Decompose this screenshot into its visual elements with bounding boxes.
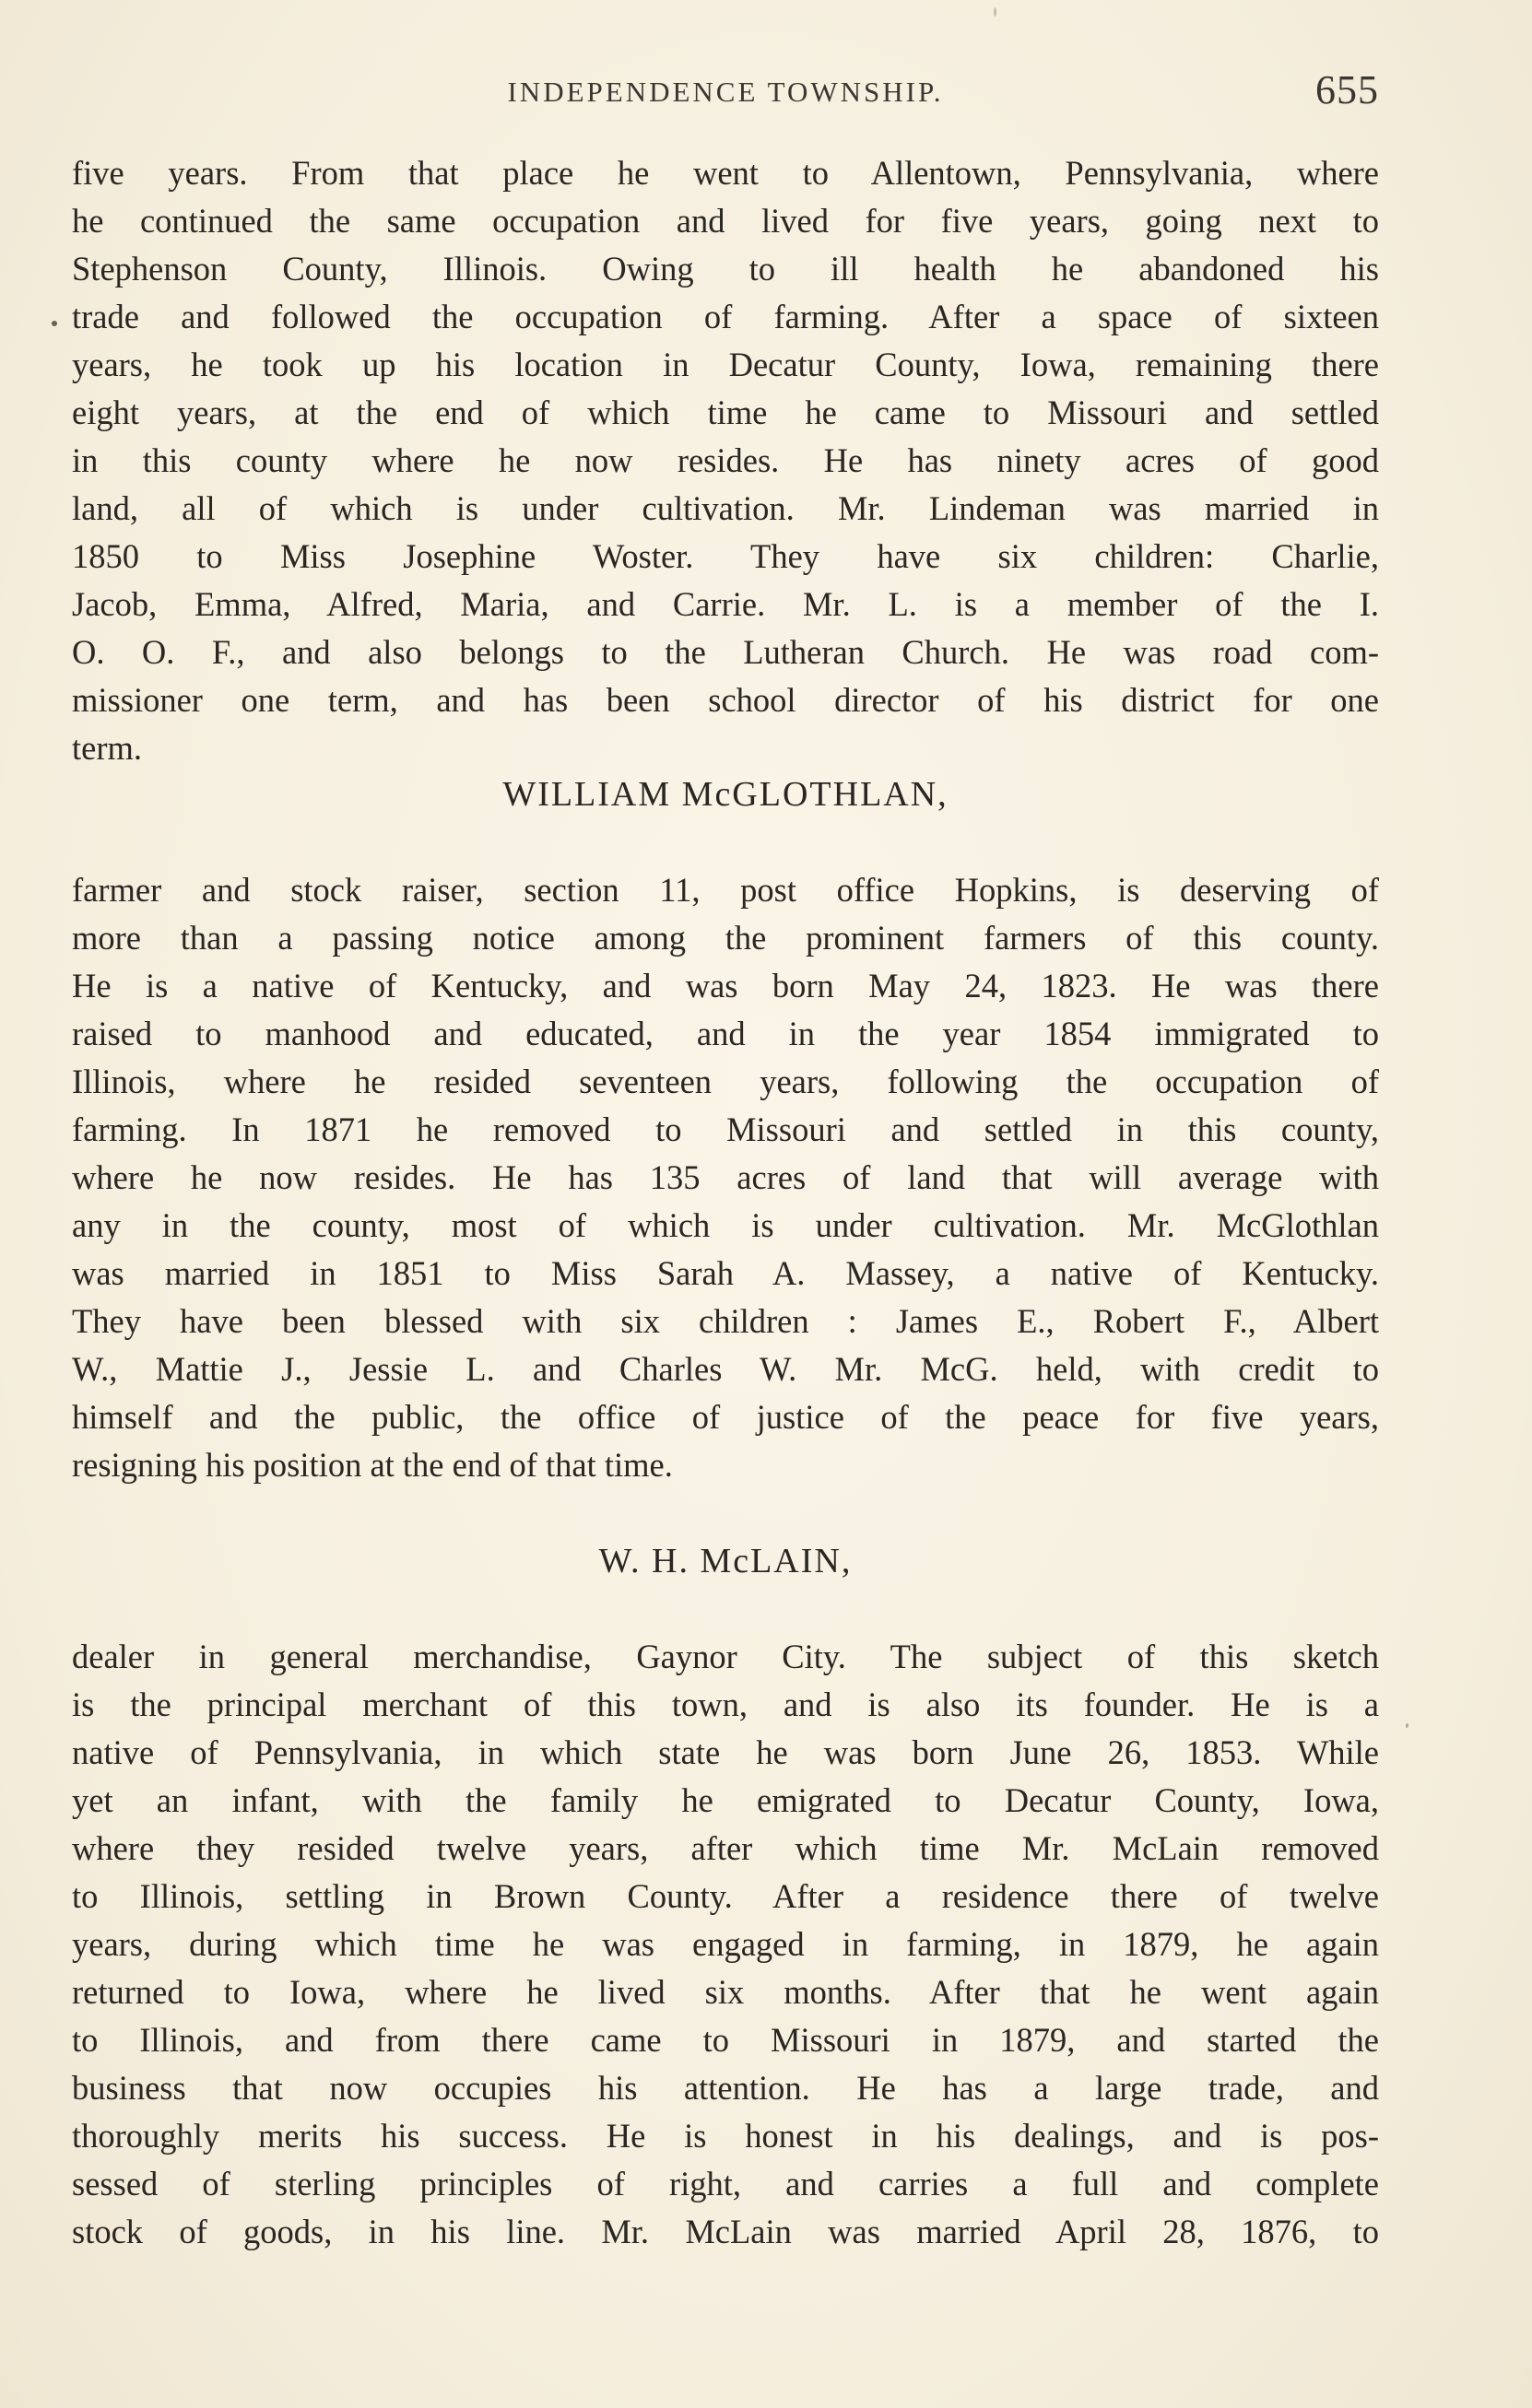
- paragraph-mclain: [72, 1633, 1379, 2256]
- text-line: O. O. F., and also belongs to the Lutheran Church. He was road com-: [72, 633, 1379, 671]
- text-line: to Illinois, settling in Brown County. After a residence there of twelve: [72, 1877, 1379, 1915]
- ink-speck: [1406, 1723, 1408, 1728]
- section-heading-mclain: W. H. McLAIN,: [598, 1542, 853, 1580]
- text-line: They have been blessed with six children : James E., Robert F., Albert: [72, 1302, 1379, 1340]
- text-line: eight years, at the end of which time he came to Missouri and settled: [72, 394, 1379, 431]
- paragraph-mcglothlan: [72, 866, 1379, 1489]
- text-line: farmer and stock raiser, section 11, post office Hopkins, is deserving of: [72, 871, 1379, 909]
- text-line: Illinois, where he resided seventeen years, following the occupation of: [72, 1063, 1379, 1100]
- text-line: returned to Iowa, where he lived six months. After that he went again: [72, 1973, 1379, 2011]
- text-line: Jacob, Emma, Alfred, Maria, and Carrie. Mr. L. is a member of the I.: [72, 585, 1379, 623]
- text-line: W., Mattie J., Jessie L. and Charles W. Mr. McG. held, with credit to: [72, 1350, 1379, 1388]
- text-line: Stephenson County, Illinois. Owing to ill health he abandoned his: [72, 250, 1379, 288]
- text-line: term.: [72, 729, 143, 767]
- text-line: farming. In 1871 he removed to Missouri and settled in this county,: [72, 1110, 1379, 1148]
- text-line: stock of goods, in his line. Mr. McLain was married April 28, 1876, to: [72, 2213, 1379, 2250]
- text-line: five years. From that place he went to Allentown, Pennsylvania, where: [72, 154, 1379, 192]
- text-line: was married in 1851 to Miss Sarah A. Massey, a native of Kentucky.: [72, 1254, 1379, 1292]
- running-title: INDEPENDENCE TOWNSHIP.: [507, 76, 944, 108]
- text-line: thoroughly merits his success. He is honest in his dealings, and is pos-: [72, 2117, 1379, 2155]
- text-line: yet an infant, with the family he emigrated to Decatur County, Iowa,: [72, 1781, 1379, 1819]
- page-number: 655: [1315, 67, 1379, 112]
- text-line: business that now occupies his attention. He has a large trade, and: [72, 2069, 1379, 2107]
- section-heading-mcglothlan: WILLIAM McGLOTHLAN,: [502, 775, 949, 814]
- ink-speck: [994, 7, 996, 17]
- text-line: himself and the public, the office of justice of the peace for five years,: [72, 1398, 1379, 1436]
- text-line: in this county where he now resides. He has ninety acres of good: [72, 441, 1379, 479]
- running-head: [72, 66, 1379, 122]
- text-line: land, all of which is under cultivation. Mr. Lindeman was married in: [72, 489, 1379, 527]
- text-line: raised to manhood and educated, and in the year 1854 immigrated to: [72, 1015, 1379, 1052]
- text-line: dealer in general merchandise, Gaynor City. The subject of this sketch: [72, 1638, 1379, 1675]
- text-line: years, during which time he was engaged in farming, in 1879, he again: [72, 1925, 1379, 1963]
- text-line: native of Pennsylvania, in which state he was born June 26, 1853. While: [72, 1733, 1379, 1771]
- text-line: he continued the same occupation and lived for five years, going next to: [72, 202, 1379, 240]
- text-line: He is a native of Kentucky, and was born May 24, 1823. He was there: [72, 967, 1379, 1004]
- text-line: where he now resides. He has 135 acres of land that will average with: [72, 1158, 1379, 1196]
- text-line: is the principal merchant of this town, and is also its founder. He is a: [72, 1686, 1379, 1723]
- text-line: more than a passing notice among the prominent farmers of this county.: [72, 919, 1379, 957]
- ink-speck: [52, 321, 57, 326]
- text-line: any in the county, most of which is under cultivation. Mr. McGlothlan: [72, 1206, 1379, 1244]
- text-line: missioner one term, and has been school director of his district for one: [72, 681, 1379, 719]
- text-line: sessed of sterling principles of right, and carries a full and complete: [72, 2165, 1379, 2202]
- text-line: trade and followed the occupation of farming. After a space of sixteen: [72, 298, 1379, 335]
- text-line: years, he took up his location in Decatur County, Iowa, remaining there: [72, 346, 1379, 383]
- text-line: resigning his position at the end of that time.: [72, 1446, 673, 1484]
- paragraph-lindeman: [72, 149, 1379, 772]
- text-line: 1850 to Miss Josephine Woster. They have six children: Charlie,: [72, 537, 1379, 575]
- text-line: to Illinois, and from there came to Missouri in 1879, and started the: [72, 2021, 1379, 2059]
- text-line: where they resided twelve years, after which time Mr. McLain removed: [72, 1829, 1379, 1867]
